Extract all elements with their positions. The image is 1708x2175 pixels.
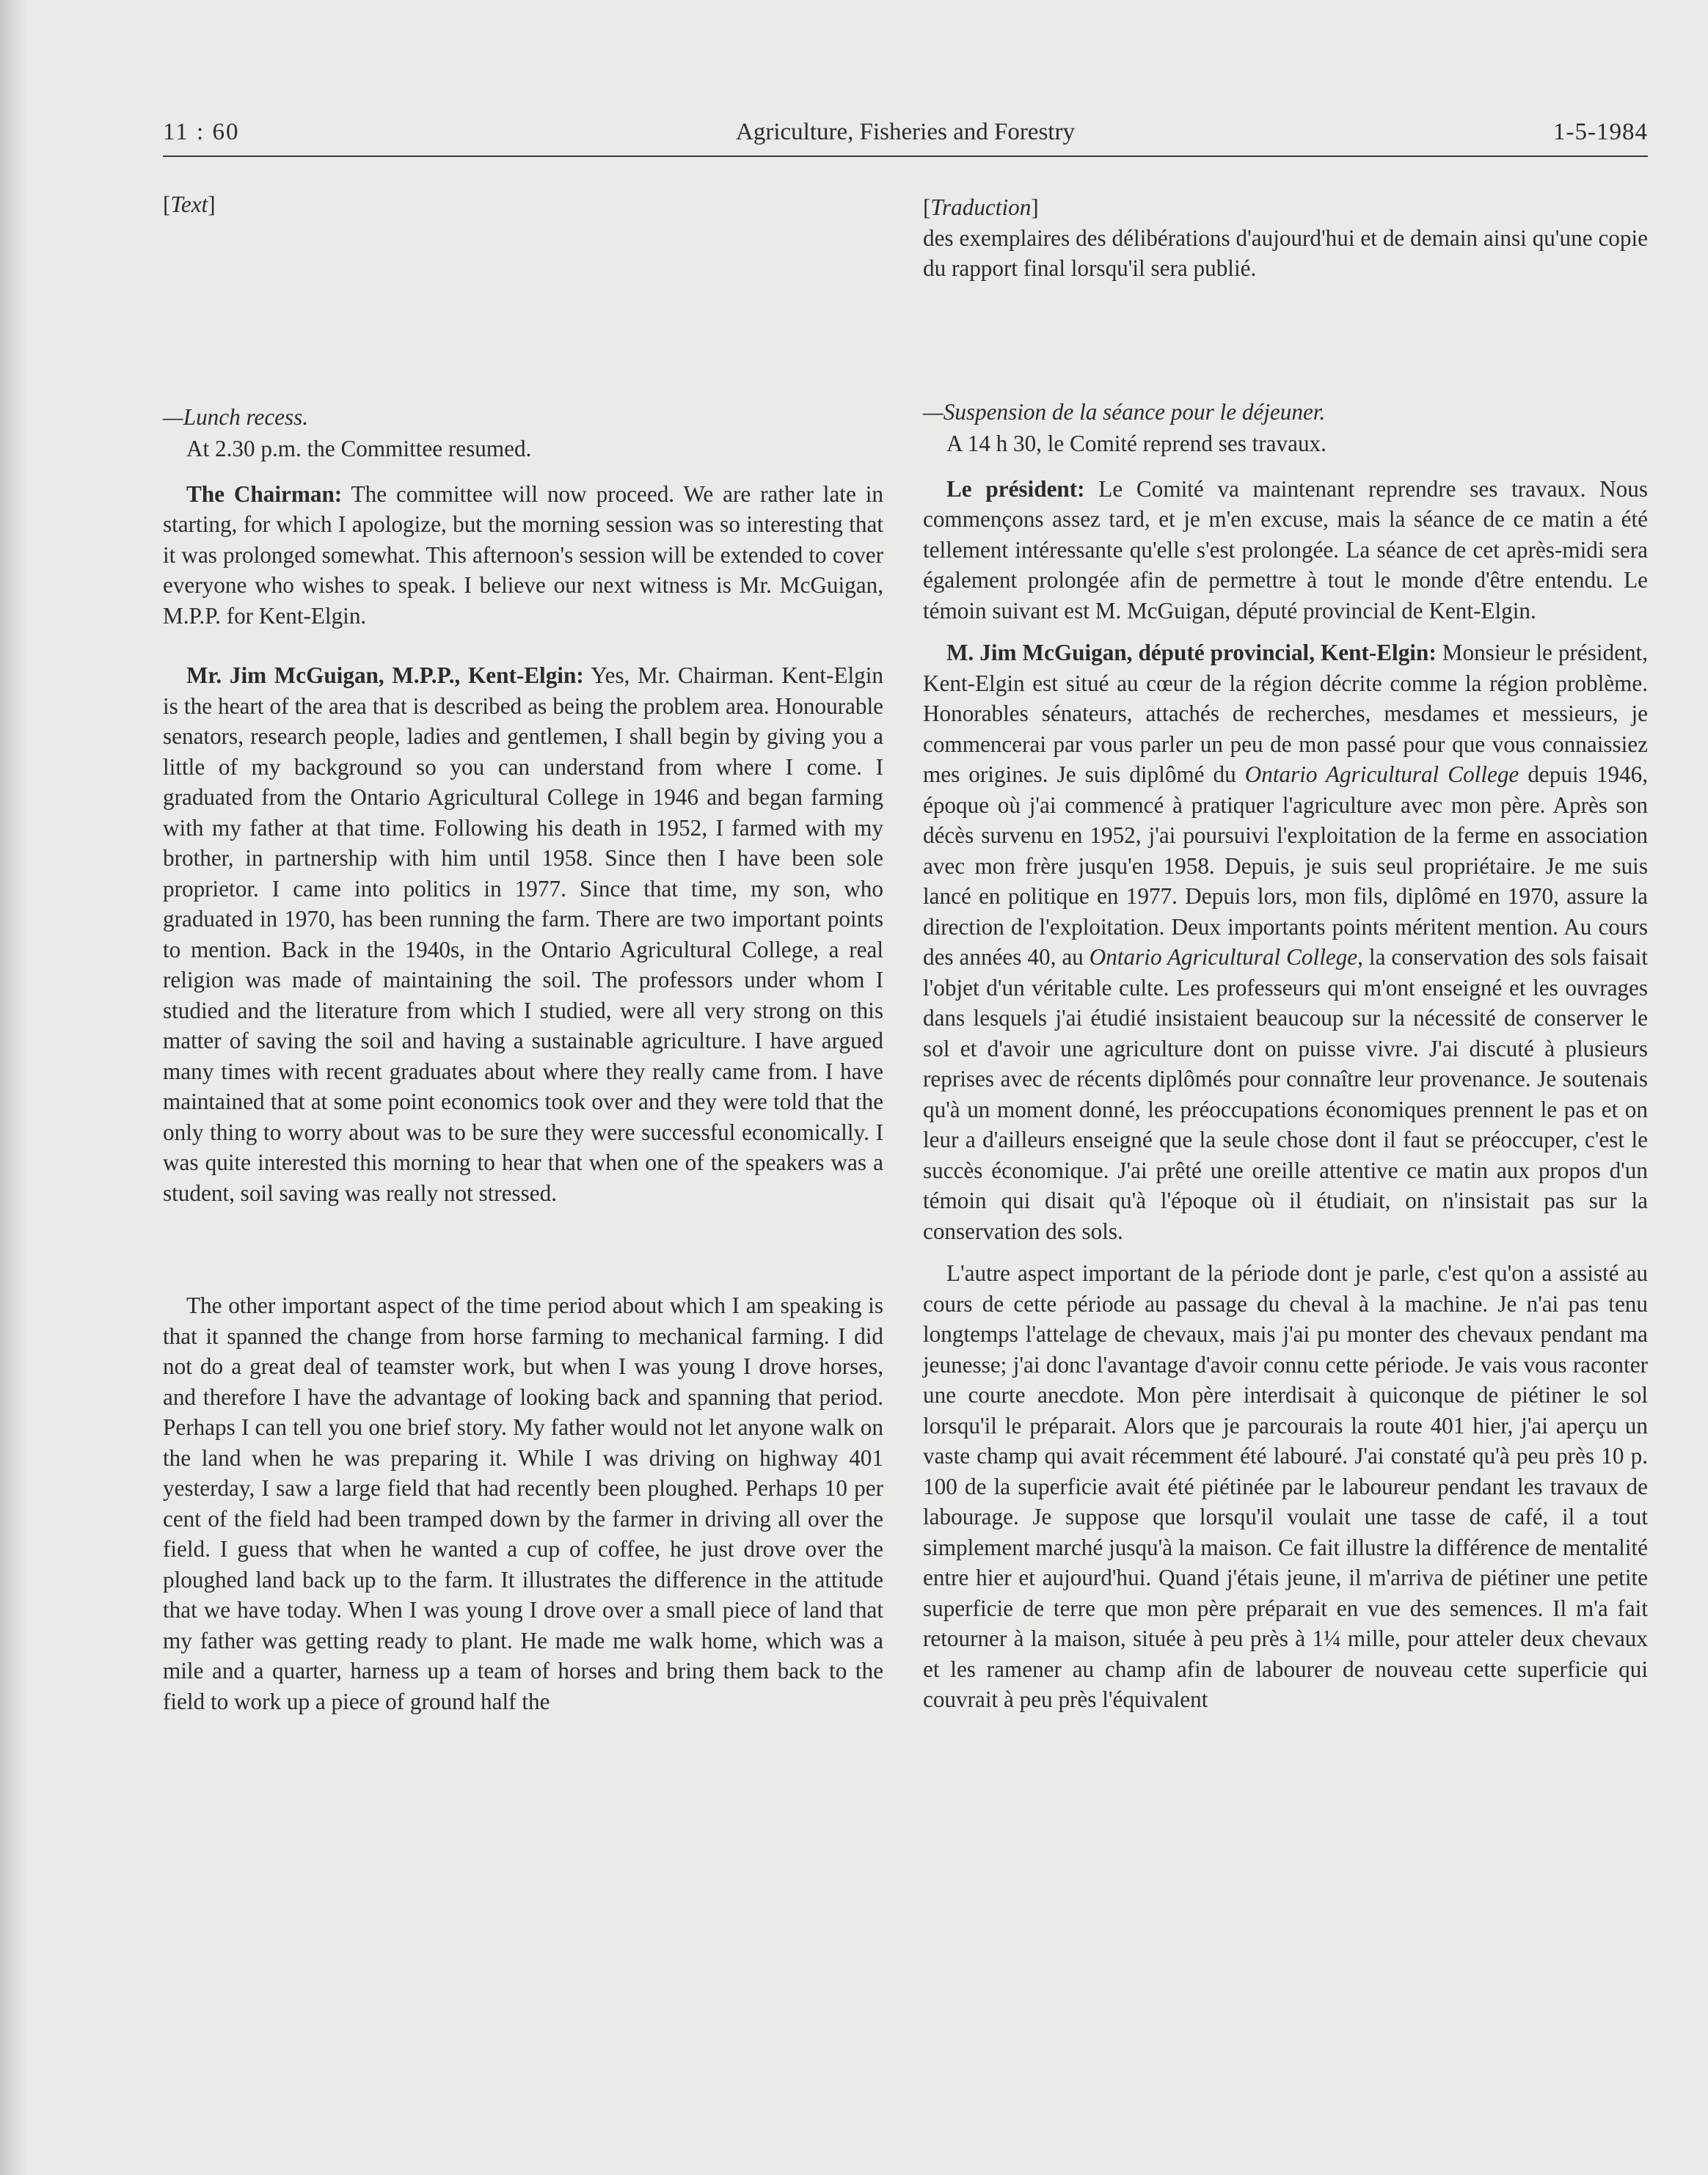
- header-rule: [163, 156, 1648, 157]
- column-label: [Text]: [163, 191, 216, 217]
- carryover-text: des exemplaires des délibérations d'aujourd'hui et de demain ainsi qu'une copie du rapport final lorsqu'il sera publié.: [923, 224, 1648, 281]
- column-label: [Traduction]: [923, 194, 1039, 220]
- header-date: 1-5-1984: [1553, 119, 1648, 145]
- witness-paragraph: Mr. Jim McGuigan, M.P.P., Kent-Elgin: Yes, Mr. Chairman. Kent-Elgin is the heart of the area that is described as being the problem area. Honourable senators, research people, ladies and gentlemen, I shall begin by giving you a little of my background so you can understand from where I come. I graduated from the Ontario Agricultural College in 1946 and began farming with my father at that time. Following his death in 1952, I farmed with my brother, in partnership with him until 1958. Since then I have been sole proprietor. I came into politics in 1977. Since that time, my son, who graduated in 1970, has been running the farm. There are two important points to mention. Back in the 1940s, in the Ontario Agricultural College, a real religion was made of maintaining the soil. The professors under whom I studied and the literature from which I studied, were all very strong on this matter of saving the soil and having a sustainable agriculture. I have argued many times with recent graduates about where they really came from. I have maintained that at some point economics took over and they were told that the only thing to worry about was to be sure they were successful economically. I was quite interested this morning to hear that when one of the speakers was a student, soil saving was really not stressed.: [163, 662, 883, 1206]
- page-number: 11 : 60: [163, 119, 240, 145]
- story-paragraph: The other important aspect of the time period about which I am speaking is that it spanned the change from horse farming to mechanical farming. I did not do a great deal of teamster work, but when I was young I drove horses, and therefore I have the advantage of looking back and spanning that period. Perhaps I can tell you one brief story. My father would not let anyone walk on the land when he was preparing it. While I was driving on highway 401 yesterday, I saw a large field that had recently been ploughed. Perhaps 10 per cent of the field had been tramped down by the farmer in driving all over the field. I guess that when he wanted a cup of coffee, he just drove over the ploughed land back up to the farm. It illustrates the difference in the attitude that we have today. When I was young I drove over a small piece of land that my father was getting ready to plant. He made me walk home, which was a mile and a quarter, harness up a team of horses and bring them back to the field to work up a piece of ground half the: [163, 1293, 883, 1714]
- speaker-name: M. Jim McGuigan, député provincial, Kent-Elgin:: [946, 640, 1437, 665]
- college-name: Ontario Agricultural College: [1089, 944, 1358, 970]
- recess-note: —Lunch recess.: [163, 403, 309, 430]
- speaker-name: Le président:: [946, 475, 1085, 502]
- page-edge-shadow: [0, 0, 28, 2175]
- speaker-name: The Chairman:: [186, 480, 343, 507]
- french-column: [923, 183, 1648, 1715]
- recess-note: —Suspension de la séance pour le déjeuner.: [923, 398, 1326, 425]
- chairman-paragraph: The Chairman: The committee will now proceed. We are rather late in starting, for which I apologize, but the morning session was so interesting that it was prolonged somewhat. This afternoon's session will be extended to cover everyone who wishes to speak. I believe our next witness is Mr. McGuigan, M.P.P. for Kent-Elgin.: [163, 480, 883, 629]
- running-title: Agriculture, Fisheries and Forestry: [736, 119, 1075, 145]
- chairman-paragraph: Le président: Le Comité va maintenant reprendre ses travaux. Nous commençons assez tard, et je m'en excuse, mais la séance de ce matin a été tellement intéressante qu'elle s'est prolongée. La séance de cet après-midi sera également prolongée afin de permettre à tout le monde d'être entendu. Le témoin suivant est M. McGuigan, député provincial de Kent-Elgin.: [923, 475, 1648, 624]
- college-name: Ontario Agricultural College: [1244, 761, 1519, 787]
- story-paragraph: L'autre aspect important de la période dont je parle, c'est qu'on a assisté au cours de cette période au passage du cheval à la machine. Je n'ai pas tenu longtemps l'attelage de chevaux, mais j'ai pu monter des chevaux pendant ma jeunesse; j'ai donc l'avantage d'avoir connu cette période. Je vais vous raconter une courte anecdote. Mon père interdisait à quiconque de piétiner le sol lorsqu'il le préparait. Alors que je parcourais la route 401 hier, j'ai aperçu un vaste champ qui avait récemment été labouré. J'ai constaté qu'à peu près 10 p. 100 de la superficie avait été piétinée par le laboureur pendant les travaux de labourage. Je suppose que lorsqu'il voulait une tasse de café, il a tout simplement marché jusqu'à la maison. Ce fait illustre la différence de mentalité entre hier et aujourd'hui. Quand j'étais jeune, il m'arriva de piétiner une petite superficie de terre que mon père préparait en vue des semences. Il m'a fait retourner à la maison, située à peu près à 1¼ mille, pour atteler deux chevaux et les ramener au champ afin de labourer de nouveau cette superficie qui couvrait à peu près l'équivalent: [923, 1260, 1648, 1712]
- resumed-note: A 14 h 30, le Comité reprend ses travaux.: [946, 431, 1326, 456]
- resumed-note: At 2.30 p.m. the Committee resumed.: [186, 436, 532, 461]
- witness-paragraph: M. Jim McGuigan, député provincial, Kent-Elgin: Monsieur le président, Kent-Elgin est situé au cœur de la région décrite comme la région problème. Honorables sénateurs, attachés de recherches, mesdames et messieurs, je commencerai par vous parler un peu de mon passé pour que vous connaissiez mes origines. Je suis diplômé du Ontario Agricultural College depuis 1946, époque où j'ai commencé à pratiquer l'agriculture avec mon père. Après son décès survenu en 1952, j'ai poursuivi l'exploitation de la ferme en association avec mon frère jusqu'en 1958. Depuis, je suis seul propriétaire. Je me suis lancé en politique en 1977. Depuis lors, mon fils, diplômé en 1970, assure la direction de l'exploitation. Deux importants points méritent mention. Au cours des années 40, au Ontario Agricultural College, la conservation des sols faisait l'objet d'un véritable culte. Les professeurs qui m'ont enseigné et les ouvrages dans lesquels j'ai étudié insistaient beaucoup sur la nécessité de conserver le sol et d'avoir une agriculture dont on puisse vivre. J'ai discuté à plusieurs reprises avec de récents diplômés pour connaître leur provenance. Je soutenais qu'à un moment donné, les préoccupations économiques prennent le pas et on leur a d'ailleurs enseigné que la seule chose dont il faut se préoccuper, c'est le succès économique. J'ai prêté une oreille attentive ce matin aux propos d'un témoin qui disait qu'à l'époque où il étudiait, on n'insistait pas sur la conservation des sols.: [923, 640, 1649, 1244]
- english-column: [163, 183, 883, 1717]
- speaker-name: Mr. Jim McGuigan, M.P.P., Kent-Elgin:: [186, 662, 584, 688]
